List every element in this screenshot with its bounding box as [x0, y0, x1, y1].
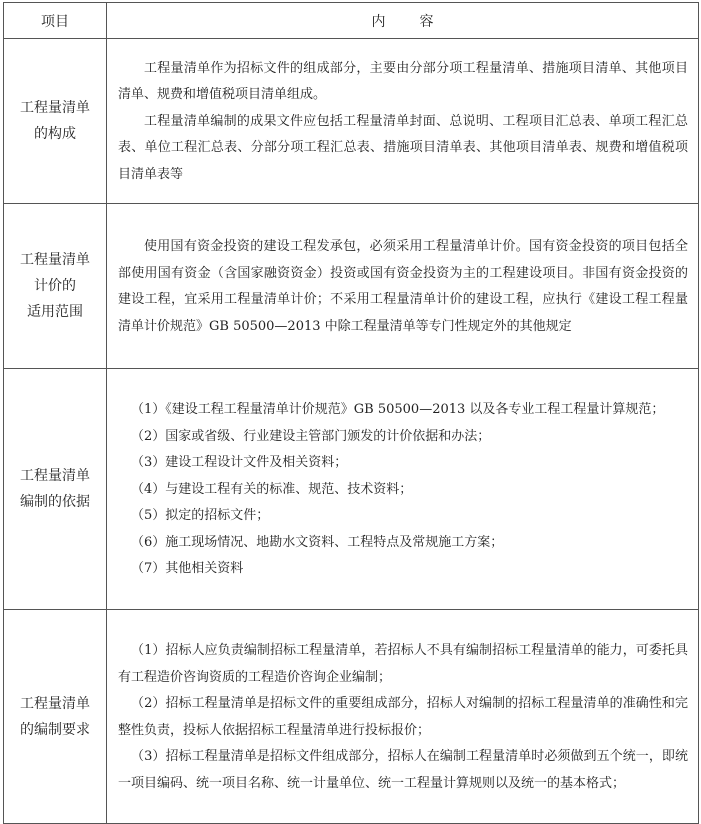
list-item: （3）建设工程设计文件及相关资料； [131, 455, 348, 471]
row-label-composition: 工程量清单 的构成 [4, 39, 107, 204]
row-content-composition [107, 39, 699, 204]
row-label-requirements: 工程量清单 的编制要求 [4, 610, 107, 824]
table-row [4, 39, 699, 204]
header-item: 项目 [4, 3, 107, 39]
list-item: （6）施工现场情况、地勘水文资料、工程特点及常规施工方案； [131, 534, 504, 550]
list-item: （3）招标工程量清单是招标文件组成部分，招标人在编制工程量清单时必须做到五个统一，即统一项目编码、统一项目名称、统一计量单位、统一工程量计算规则以及统一的基本格式； [118, 749, 688, 791]
list-item: （1）招标人应负责编制招标工程量清单，若招标人不具有编制招标工程量清单的能力，可委托具有工程造价咨询资质的工程造价咨询企业编制； [118, 643, 688, 685]
row-label-basis: 工程量清单 编制的依据 [4, 369, 107, 610]
content-table [3, 2, 699, 824]
paragraph: 使用国有资金投资的建设工程发承包，必须采用工程量清单计价。国有资金投资的项目包括全部使用国有资金（含国家融资资金）投资或国有资金投资为主的工程建设项目。非国有资金投资的建设工程，宜采用工程量清单计价；不采用工程量清单计价的建设工程，应执行《建设工程工程量清单计价规范》GB 50500—2013 中除工程量清单等专门性规定外的其他规定 [118, 239, 688, 334]
list-item: （2）国家或省级、行业建设主管部门颁发的计价依据和办法； [131, 428, 491, 444]
row-content-requirements [107, 610, 699, 824]
row-content-basis [107, 369, 699, 610]
list-item: （7）其他相关资料 [131, 561, 244, 577]
list-item: （5）拟定的招标文件； [131, 508, 270, 524]
table-row [4, 204, 699, 369]
paragraph: 工程量清单编制的成果文件应包括工程量清单封面、总说明、工程项目汇总表、单项工程汇总表、单位工程汇总表、分部分项工程汇总表、措施项目清单表、其他项目清单表、规费和增值税项目清单表等 [118, 113, 688, 182]
list-item: （4）与建设工程有关的标准、规范、技术资料； [131, 481, 413, 497]
table-row [4, 610, 699, 824]
row-label-scope: 工程量清单 计价的 适用范围 [4, 204, 107, 369]
list-item: （2）招标工程量清单是招标文件的重要组成部分，招标人对编制的招标工程量清单的准确性和完整性负责，投标人依据招标工程量清单进行投标报价； [118, 696, 688, 738]
paragraph: 工程量清单作为招标文件的组成部分，主要由分部分项工程量清单、措施项目清单、其他项目清单、规费和增值税项目清单组成。 [118, 60, 688, 103]
list-item: （1）《建设工程工程量清单计价规范》GB 50500—2013 以及各专业工程工程量计算规范； [131, 402, 665, 418]
table-header-row [4, 3, 699, 39]
table-row [4, 369, 699, 610]
row-content-scope [107, 204, 699, 369]
header-content: 内容 [107, 3, 699, 39]
